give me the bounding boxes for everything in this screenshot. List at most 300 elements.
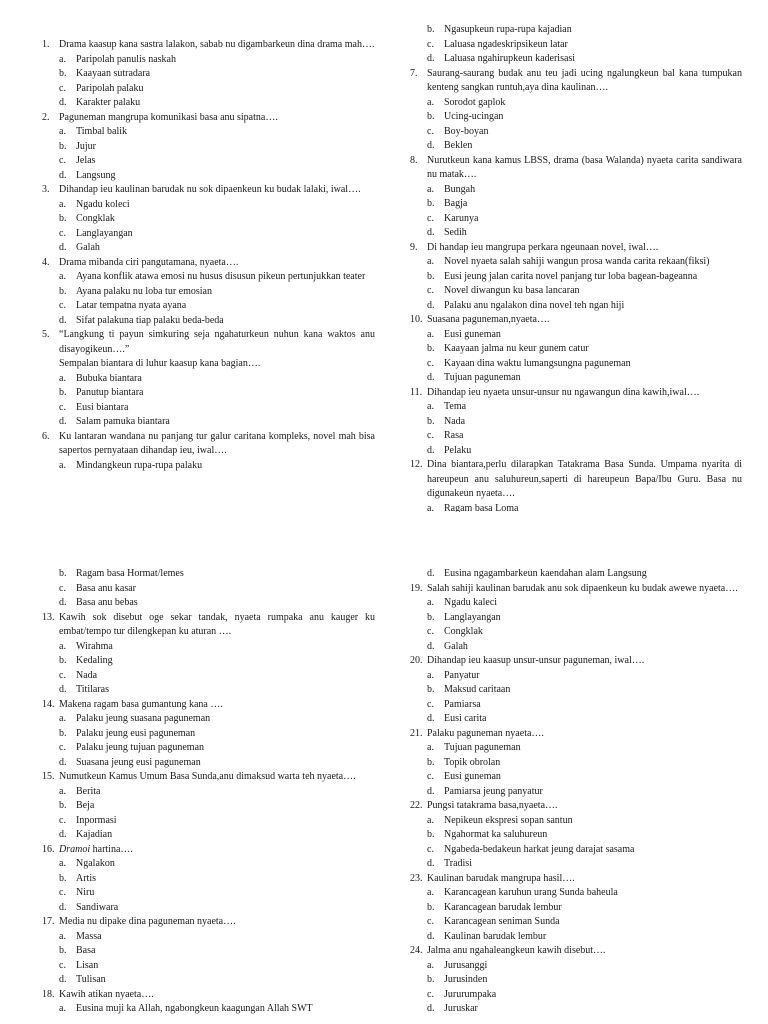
answer-option bbox=[42, 415, 375, 430]
option-letter: a. bbox=[59, 713, 66, 724]
answer-option bbox=[410, 400, 742, 415]
option-letter: a. bbox=[427, 96, 434, 108]
right-column bbox=[410, 567, 742, 1017]
answer-option bbox=[42, 212, 375, 227]
answer-option bbox=[42, 669, 375, 684]
question-block bbox=[42, 698, 375, 771]
answer-option bbox=[410, 669, 742, 684]
question-text bbox=[410, 944, 742, 959]
question-text bbox=[42, 38, 375, 53]
option-text: Eusi guneman bbox=[444, 771, 501, 782]
question-number: 7. bbox=[410, 67, 418, 79]
option-letter: b. bbox=[59, 800, 67, 811]
option-text: Bungah bbox=[444, 183, 476, 195]
question-text bbox=[42, 698, 375, 713]
question-stem: Jalma anu ngahaleangkeun kawih disebut…. bbox=[427, 945, 606, 956]
question-number: 17. bbox=[42, 916, 55, 927]
option-text: Latar tempatna nyata ayana bbox=[76, 300, 187, 311]
question-stem: Drama kaasup kana sastra lalakon, sabab nu digambarkeun dina drama mah…. bbox=[59, 39, 375, 50]
option-text: Eusi carita bbox=[444, 713, 487, 724]
answer-option bbox=[42, 683, 375, 698]
option-text: Eusi biantara bbox=[76, 401, 129, 413]
option-text: Massa bbox=[76, 930, 102, 942]
option-letter: d. bbox=[427, 568, 435, 579]
question-stem: Nurutkeun kana kamus LBSS, drama (basa Walanda) nyaeta carita sandiwara nu matak…. bbox=[427, 154, 742, 180]
answer-option bbox=[42, 640, 375, 655]
question-block bbox=[410, 654, 742, 727]
answer-option bbox=[42, 930, 375, 945]
option-text: Langlayangan bbox=[76, 227, 133, 239]
answer-option bbox=[42, 314, 375, 329]
right-column bbox=[410, 23, 742, 512]
option-text: Suasana jeung eusi paguneman bbox=[76, 756, 201, 768]
answer-option bbox=[42, 582, 375, 597]
option-letter: d. bbox=[59, 829, 67, 840]
question-text bbox=[42, 843, 375, 858]
question-block bbox=[42, 915, 375, 988]
answer-option bbox=[410, 930, 742, 945]
option-text: Congklak bbox=[444, 626, 483, 637]
question-block bbox=[410, 944, 742, 1017]
question-number: 16. bbox=[42, 843, 55, 855]
question-stem: Dina biantara,perlu dilarapkan Tatakrama Basa Sunda. Umpama nyarita di hareupeun anu saluhureun,saperti di hareupeun Bapa/Ibu Guru. Basa nu digunakeun nyaeta…. bbox=[427, 459, 742, 499]
question-stem: Dihandap ieu kaulinan barudak nu sok dipaenkeun ku budak lalaki, iwal…. bbox=[59, 184, 361, 195]
option-text: Jelas bbox=[76, 155, 96, 166]
question-number: 4. bbox=[42, 256, 50, 268]
option-letter: a. bbox=[427, 328, 434, 340]
option-letter: d. bbox=[427, 858, 435, 869]
continued-options bbox=[410, 567, 742, 582]
option-text: Karunya bbox=[444, 212, 479, 224]
answer-option bbox=[410, 785, 742, 800]
option-text: Basa anu bebas bbox=[76, 597, 138, 608]
left-column bbox=[42, 567, 375, 1017]
option-text: Maksud caritaan bbox=[444, 684, 511, 695]
answer-option bbox=[410, 915, 742, 930]
answer-option bbox=[42, 959, 375, 974]
option-letter: d. bbox=[59, 597, 67, 608]
option-letter: d. bbox=[427, 53, 435, 64]
option-letter: a. bbox=[427, 887, 434, 898]
question-text bbox=[42, 770, 375, 785]
option-text: Jurusanggi bbox=[444, 959, 488, 971]
option-letter: d. bbox=[427, 227, 435, 238]
question-stem: “Langkung ti payun simkuring seja ngahaturkeun nuhun kana waktos anu disayogikeun….” bbox=[59, 329, 375, 355]
option-text: Boy-boyan bbox=[444, 125, 489, 137]
answer-option bbox=[410, 683, 742, 698]
option-text: Palaku jeung tujuan paguneman bbox=[76, 742, 205, 753]
question-text bbox=[42, 328, 375, 357]
option-text: Paripolah panulis naskah bbox=[76, 53, 176, 65]
option-text: Bubuka biantara bbox=[76, 372, 142, 384]
option-text: Pelaku bbox=[444, 444, 472, 456]
option-text: Ngadu koleci bbox=[76, 198, 130, 210]
answer-option bbox=[42, 82, 375, 97]
question-stem: Media nu dipake dina paguneman nyaeta…. bbox=[59, 916, 236, 927]
question-text bbox=[42, 915, 375, 930]
answer-option bbox=[410, 712, 742, 727]
option-letter: a. bbox=[427, 959, 434, 971]
option-letter: b. bbox=[427, 415, 435, 427]
option-letter: b. bbox=[59, 68, 67, 79]
option-letter: d. bbox=[427, 299, 435, 311]
question-text bbox=[410, 154, 742, 183]
answer-option bbox=[410, 843, 742, 858]
option-text: Tradisi bbox=[444, 858, 472, 869]
option-letter: c. bbox=[427, 988, 434, 1000]
answer-option bbox=[410, 814, 742, 829]
question-block bbox=[42, 183, 375, 256]
answer-option bbox=[410, 901, 742, 916]
option-letter: b. bbox=[59, 285, 67, 297]
option-text: Ragam basa Loma bbox=[444, 502, 519, 512]
question-block bbox=[410, 154, 742, 241]
question-block bbox=[410, 799, 742, 872]
question-number: 12. bbox=[410, 459, 423, 470]
option-letter: c. bbox=[59, 401, 66, 413]
answer-option bbox=[410, 857, 742, 872]
option-letter: d. bbox=[59, 416, 67, 427]
answer-option bbox=[410, 444, 742, 459]
answer-option bbox=[42, 169, 375, 184]
option-letter: b. bbox=[427, 343, 435, 354]
page-bottom bbox=[0, 512, 768, 1024]
option-text: Eusina ngagambarkeun kaendahan alam Langsung bbox=[444, 568, 647, 579]
option-text: Langsung bbox=[76, 169, 116, 181]
option-text: Ucing-ucingan bbox=[444, 111, 504, 122]
option-letter: d. bbox=[427, 372, 435, 383]
option-letter: c. bbox=[427, 843, 434, 855]
option-text: Palaku jeung suasana paguneman bbox=[76, 713, 211, 724]
question-number: 14. bbox=[42, 698, 55, 710]
answer-option bbox=[410, 125, 742, 140]
option-letter: a. bbox=[59, 198, 66, 210]
option-letter: a. bbox=[59, 53, 66, 65]
question-text bbox=[410, 872, 742, 887]
option-letter: a. bbox=[59, 640, 66, 652]
question-number: 23. bbox=[410, 872, 423, 884]
question-stem: Pungsi tatakrama basa,nyaeta…. bbox=[427, 800, 558, 811]
answer-option bbox=[410, 139, 742, 154]
answer-option bbox=[42, 140, 375, 155]
question-block bbox=[42, 988, 375, 1017]
answer-option bbox=[410, 212, 742, 227]
answer-option bbox=[410, 756, 742, 771]
question-text bbox=[410, 241, 742, 256]
question-term: Dramoi bbox=[59, 843, 91, 855]
answer-option bbox=[410, 52, 742, 67]
answer-option bbox=[42, 53, 375, 68]
question-number: 8. bbox=[410, 154, 418, 166]
answer-option bbox=[410, 299, 742, 314]
answer-option bbox=[410, 183, 742, 198]
option-text: Karakter palaku bbox=[76, 97, 141, 108]
option-text: Sorodot gaplok bbox=[444, 96, 506, 108]
option-text: Jururumpaka bbox=[444, 988, 497, 1000]
question-block bbox=[42, 770, 375, 843]
option-letter: d. bbox=[59, 684, 67, 695]
option-text: Palaku anu ngalakon dina novel teh ngan hiji bbox=[444, 299, 625, 311]
option-letter: a. bbox=[427, 502, 434, 512]
question-number: 24. bbox=[410, 945, 423, 956]
option-letter: d. bbox=[427, 785, 435, 797]
option-letter: c. bbox=[427, 212, 434, 224]
answer-option bbox=[42, 154, 375, 169]
option-letter: c. bbox=[59, 227, 66, 239]
option-letter: b. bbox=[427, 901, 435, 913]
option-text: Kajadian bbox=[76, 829, 113, 840]
question-text bbox=[42, 111, 375, 126]
question-text bbox=[42, 988, 375, 1003]
question-text bbox=[410, 654, 742, 669]
option-text: Juruskar bbox=[444, 1003, 478, 1014]
answer-option bbox=[410, 371, 742, 386]
option-letter: c. bbox=[427, 357, 434, 369]
question-stem: Di handap ieu mangrupa perkara ngeunaan novel, iwal…. bbox=[427, 241, 659, 253]
question-number: 15. bbox=[42, 771, 55, 782]
option-letter: b. bbox=[59, 140, 67, 152]
answer-option bbox=[42, 944, 375, 959]
continued-options bbox=[42, 567, 375, 611]
question-text bbox=[42, 611, 375, 640]
answer-option bbox=[42, 872, 375, 887]
question-stem: Palaku paguneman nyaeta…. bbox=[427, 727, 544, 739]
option-letter: a. bbox=[427, 669, 434, 681]
question-number: 5. bbox=[42, 329, 50, 340]
option-text: Paripolah palaku bbox=[76, 82, 144, 94]
option-text: Laluasa ngahirupkeun kaderisasi bbox=[444, 53, 576, 64]
question-stem: Makena ragam basa gumantung kana …. bbox=[59, 698, 223, 710]
option-letter: c. bbox=[59, 742, 66, 753]
question-block bbox=[42, 111, 375, 184]
option-text: Novel diwangun ku basa lancaran bbox=[444, 285, 580, 296]
answer-option bbox=[42, 785, 375, 800]
option-text: Pamiarsa jeung panyatur bbox=[444, 785, 543, 797]
answer-option bbox=[410, 828, 742, 843]
answer-option bbox=[42, 372, 375, 387]
option-text: Ngadu kaleci bbox=[444, 597, 498, 608]
option-text: Congklak bbox=[76, 213, 115, 224]
option-text: Beja bbox=[76, 800, 95, 811]
answer-option bbox=[42, 299, 375, 314]
question-stem: Kawih atikan nyaeta…. bbox=[59, 988, 154, 1000]
question-number: 20. bbox=[410, 655, 423, 666]
option-letter: a. bbox=[59, 930, 66, 942]
question-number: 11. bbox=[410, 386, 423, 398]
option-letter: c. bbox=[59, 959, 66, 971]
answer-option bbox=[410, 342, 742, 357]
answer-option bbox=[410, 415, 742, 430]
question-block bbox=[410, 386, 742, 459]
question-stem: Ku lantaran wandana nu panjang tur galur caritana kompleks, novel mah bisa sapertos pernyataan dihandap ieu, iwal…. bbox=[59, 430, 375, 456]
option-letter: b. bbox=[59, 655, 67, 666]
option-letter: d. bbox=[59, 169, 67, 181]
question-block bbox=[42, 843, 375, 916]
option-letter: a. bbox=[59, 372, 66, 384]
answer-option bbox=[42, 386, 375, 401]
option-letter: b. bbox=[427, 829, 435, 840]
question-block bbox=[410, 241, 742, 314]
option-letter: b. bbox=[427, 611, 435, 623]
answer-option bbox=[42, 567, 375, 582]
option-letter: d. bbox=[427, 1003, 435, 1014]
answer-option bbox=[410, 23, 742, 38]
left-column bbox=[42, 38, 375, 473]
answer-option bbox=[42, 886, 375, 901]
option-text: Ayana konflik atawa emosi nu husus disusun pikeun pertunjukkan teater bbox=[76, 271, 366, 282]
option-letter: c. bbox=[427, 771, 434, 782]
question-number: 2. bbox=[42, 111, 50, 123]
answer-option bbox=[410, 770, 742, 785]
option-letter: b. bbox=[427, 684, 435, 695]
continued-options bbox=[410, 23, 742, 67]
answer-option bbox=[410, 270, 742, 285]
option-letter: a. bbox=[59, 459, 66, 471]
option-letter: a. bbox=[59, 858, 66, 869]
question-block bbox=[42, 256, 375, 329]
option-letter: b. bbox=[427, 756, 435, 768]
option-letter: b. bbox=[59, 872, 67, 884]
option-text: Pamiarsa bbox=[444, 698, 481, 710]
option-letter: d. bbox=[59, 242, 67, 253]
option-text: Panyatur bbox=[444, 669, 480, 681]
answer-option bbox=[410, 567, 742, 582]
answer-option bbox=[410, 640, 742, 655]
option-letter: c. bbox=[59, 82, 66, 94]
option-letter: b. bbox=[59, 387, 67, 398]
answer-option bbox=[42, 973, 375, 988]
option-letter: c. bbox=[59, 669, 66, 681]
question-stem: Dihandap ieu nyaeta unsur-unsur nu ngawangun dina kawih,iwal…. bbox=[427, 386, 700, 398]
question-number: 3. bbox=[42, 184, 50, 195]
option-letter: c. bbox=[59, 887, 66, 898]
option-text: Galah bbox=[444, 640, 468, 652]
question-number: 22. bbox=[410, 800, 423, 811]
option-letter: a. bbox=[427, 597, 434, 608]
option-letter: d. bbox=[427, 640, 435, 652]
option-letter: b. bbox=[427, 198, 435, 209]
answer-option bbox=[42, 459, 375, 474]
answer-option bbox=[410, 96, 742, 111]
question-block bbox=[410, 582, 742, 655]
question-stem: Kawih sok disebut oge sekar tandak, nyaeta rumpaka anu kauger ku embat/tempo tur dilengkepan ku aturan …. bbox=[59, 611, 375, 637]
option-letter: d. bbox=[59, 314, 67, 326]
option-text: Langlayangan bbox=[444, 611, 501, 623]
question-number: 19. bbox=[410, 582, 423, 594]
option-letter: d. bbox=[427, 930, 435, 942]
answer-option bbox=[42, 241, 375, 256]
option-text: Nada bbox=[76, 669, 98, 681]
question-text bbox=[410, 582, 742, 597]
question-block bbox=[410, 872, 742, 945]
option-text: Rasa bbox=[444, 430, 464, 441]
option-text: Topik obrolan bbox=[444, 756, 501, 768]
question-number: 6. bbox=[42, 430, 50, 442]
option-letter: a. bbox=[59, 1003, 66, 1014]
answer-option bbox=[410, 38, 742, 53]
option-text: Niru bbox=[76, 887, 95, 898]
answer-option bbox=[410, 502, 742, 513]
question-stem: Kaulinan barudak mangrupa hasil…. bbox=[427, 872, 575, 884]
answer-option bbox=[42, 198, 375, 213]
question-block bbox=[42, 38, 375, 111]
option-text: Inpormasi bbox=[76, 814, 117, 826]
option-letter: b. bbox=[427, 111, 435, 122]
option-text: Ngabeda-bedakeun harkat jeung darajat sasama bbox=[444, 843, 635, 855]
answer-option bbox=[410, 988, 742, 1003]
option-letter: c. bbox=[427, 38, 434, 50]
question-block bbox=[42, 328, 375, 430]
answer-option bbox=[42, 270, 375, 285]
option-letter: d. bbox=[427, 713, 435, 724]
answer-option bbox=[410, 197, 742, 212]
answer-option bbox=[410, 625, 742, 640]
answer-option bbox=[410, 255, 742, 270]
answer-option bbox=[410, 357, 742, 372]
option-letter: a. bbox=[427, 183, 434, 195]
answer-option bbox=[42, 828, 375, 843]
option-letter: c. bbox=[59, 814, 66, 826]
option-letter: b. bbox=[59, 727, 67, 739]
option-text: Galah bbox=[76, 242, 100, 253]
option-text: Jujur bbox=[76, 140, 96, 152]
option-text: Eusina muji ka Allah, ngabongkeun kaagungan Allah SWT bbox=[76, 1003, 313, 1014]
option-text: Tujuan paguneman bbox=[444, 742, 521, 753]
answer-option bbox=[42, 96, 375, 111]
option-letter: d. bbox=[59, 756, 67, 768]
option-text: Berita bbox=[76, 785, 101, 797]
question-text bbox=[410, 313, 742, 328]
answer-option bbox=[410, 1002, 742, 1017]
option-text: Beklen bbox=[444, 140, 473, 151]
answer-option bbox=[410, 328, 742, 343]
question-text bbox=[42, 256, 375, 271]
question-stem: Paguneman mangrupa komunikasi basa anu sipatna…. bbox=[59, 111, 278, 123]
answer-option bbox=[410, 596, 742, 611]
question-block bbox=[42, 611, 375, 698]
question-number: 18. bbox=[42, 988, 55, 1000]
option-letter: b. bbox=[427, 974, 435, 985]
option-text: Ngasupkeun rupa-rupa kajadian bbox=[444, 24, 572, 35]
option-text: Sifat palakuna tiap palaku beda-beda bbox=[76, 314, 224, 326]
question-number: 10. bbox=[410, 314, 423, 325]
answer-option bbox=[410, 226, 742, 241]
question-stem: Drama mibanda ciri pangutamana, nyaeta…. bbox=[59, 256, 239, 268]
question-block bbox=[42, 430, 375, 474]
option-text: Basa bbox=[76, 945, 96, 956]
question-note: Sempalan biantara di luhur kaasup kana bagian…. bbox=[59, 358, 261, 369]
option-text: Jurusinden bbox=[444, 974, 488, 985]
question-number: 21. bbox=[410, 727, 423, 739]
answer-option bbox=[42, 799, 375, 814]
question-text bbox=[410, 458, 742, 502]
option-text: Titilaras bbox=[76, 684, 109, 695]
answer-option bbox=[410, 741, 742, 756]
question-stem: Salah sahiji kaulinan barudak anu sok dipaenkeun ku budak awewe nyaeta…. bbox=[427, 582, 738, 594]
option-letter: a. bbox=[427, 401, 434, 412]
question-number: 1. bbox=[42, 39, 50, 50]
option-text: Lisan bbox=[76, 959, 99, 971]
option-letter: b. bbox=[59, 945, 67, 956]
question-block bbox=[410, 313, 742, 386]
option-letter: c. bbox=[427, 626, 434, 637]
answer-option bbox=[410, 110, 742, 125]
answer-option bbox=[42, 712, 375, 727]
option-text: Nada bbox=[444, 415, 466, 427]
option-text: Tulisan bbox=[76, 974, 106, 985]
option-letter: d. bbox=[59, 974, 67, 985]
option-letter: b. bbox=[59, 568, 67, 579]
